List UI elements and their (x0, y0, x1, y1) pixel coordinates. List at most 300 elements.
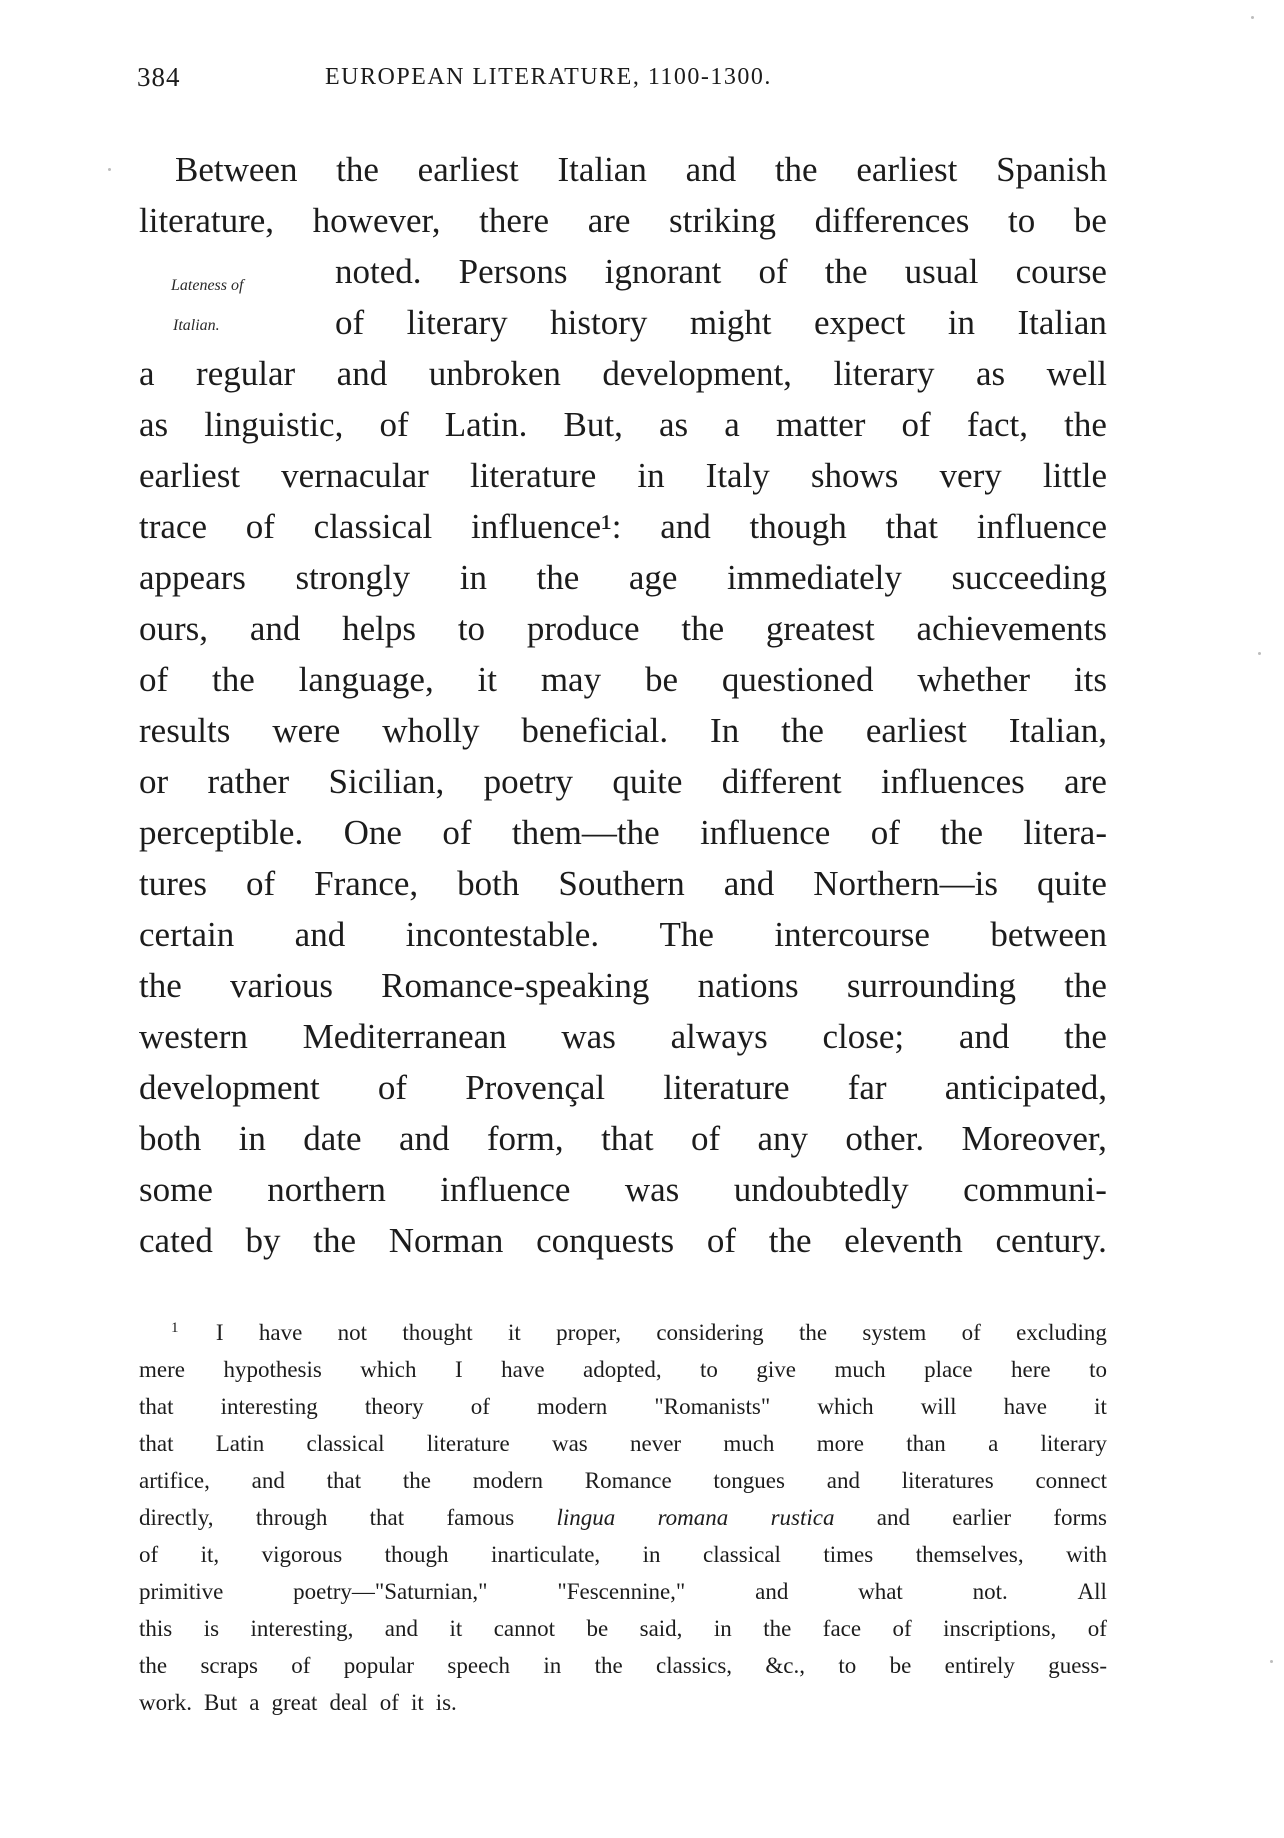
body-line (175, 150, 1107, 202)
word: strongly (295, 558, 411, 597)
word: of (892, 1616, 912, 1641)
word: classical (313, 507, 433, 546)
word: rather (207, 762, 290, 801)
word: Italian (557, 150, 647, 189)
word: thought (402, 1320, 473, 1345)
word: and (249, 609, 301, 648)
word: system (862, 1320, 927, 1345)
word: western (139, 1017, 248, 1056)
footnote-line (139, 1431, 1107, 1467)
word: of (246, 864, 276, 903)
word: and (723, 864, 775, 903)
body-line (139, 354, 1107, 406)
word: considering (656, 1320, 764, 1345)
word: it (507, 1320, 521, 1345)
word: influences (880, 762, 1025, 801)
word: it (477, 660, 497, 699)
word: other. (845, 1119, 925, 1158)
body-line (139, 507, 1107, 559)
word: may (540, 660, 602, 699)
word: "Fescennine," (557, 1579, 686, 1604)
word: France, (314, 864, 419, 903)
word: Italian, (1008, 711, 1107, 750)
word: are (587, 201, 631, 240)
word: northern (267, 1170, 386, 1209)
word: themselves, (915, 1542, 1024, 1567)
word: hypothesis (223, 1357, 322, 1382)
word: or (139, 762, 169, 801)
word: much (834, 1357, 886, 1382)
word: and (958, 1017, 1010, 1056)
word: adopted, (583, 1357, 662, 1382)
word: to (457, 609, 486, 648)
footnote-line (139, 1542, 1107, 1578)
word: have (501, 1357, 545, 1382)
word: tongues (713, 1468, 785, 1493)
word: them—the (511, 813, 660, 852)
word: anticipated, (944, 1068, 1107, 1107)
word: the (336, 150, 379, 189)
word: in (637, 456, 665, 495)
word: and (336, 354, 388, 393)
word: of (335, 303, 365, 342)
word: the (594, 1653, 623, 1678)
word: achievements (916, 609, 1107, 648)
word: a (724, 405, 740, 444)
body-line (335, 252, 1107, 304)
word: eleventh (844, 1221, 963, 1260)
word: be (644, 660, 678, 699)
word: Latin (215, 1431, 265, 1456)
word: will (920, 1394, 957, 1419)
word: of (758, 252, 788, 291)
word: rustica (770, 1505, 835, 1530)
body-line (139, 864, 1107, 916)
body-line (139, 813, 1107, 865)
word: and (660, 507, 711, 546)
word: Mediterranean (302, 1017, 507, 1056)
word: cannot (493, 1616, 555, 1641)
word: as (139, 405, 169, 444)
word: language, (298, 660, 434, 699)
word: Latin. (444, 405, 528, 444)
word: quite (612, 762, 683, 801)
word: inarticulate, (490, 1542, 601, 1567)
body-line (139, 1221, 1107, 1273)
word: the (212, 660, 255, 699)
word: history (550, 303, 648, 342)
word: popular (343, 1653, 415, 1678)
body-line (139, 201, 1107, 253)
word: expect (814, 303, 906, 342)
word: quite (1036, 864, 1107, 903)
word: striking (669, 201, 776, 240)
word: All (1077, 1579, 1107, 1604)
body-line (139, 711, 1107, 763)
word: that (326, 1468, 362, 1493)
word: inscriptions, (943, 1616, 1057, 1641)
word: Romance (584, 1468, 672, 1493)
word: literary (1040, 1431, 1107, 1456)
word: classical (703, 1542, 781, 1567)
word: give (756, 1357, 797, 1382)
word: linguistic, (204, 405, 344, 444)
word: the (774, 150, 818, 189)
word: course (1015, 252, 1107, 291)
word: its (1073, 660, 1107, 699)
word: the (681, 609, 725, 648)
word: helps (342, 609, 417, 648)
word: place (924, 1357, 973, 1382)
word: cated (139, 1221, 213, 1260)
word: appears (139, 558, 246, 597)
word: to (838, 1653, 857, 1678)
paper-speck (108, 168, 111, 171)
word: usual (904, 252, 979, 291)
word: was (624, 1170, 680, 1209)
word: the (1064, 966, 1107, 1005)
word: matter (775, 405, 866, 444)
word: incontestable. (405, 915, 600, 954)
footnote-marker: 1 (171, 1320, 179, 1336)
word: as (976, 354, 1006, 393)
word: of (291, 1653, 311, 1678)
word: to (1008, 201, 1036, 240)
word: the (781, 711, 824, 750)
word: of (870, 813, 900, 852)
word: ours, (139, 609, 209, 648)
running-head: EUROPEAN LITERATURE, 1100-1300. (325, 64, 772, 90)
body-line (139, 1170, 1107, 1222)
word: shows (810, 456, 899, 495)
word: certain (139, 915, 235, 954)
body-line (139, 1119, 1107, 1171)
body-line (139, 609, 1107, 661)
paper-speck (1258, 652, 1261, 655)
word: of (1087, 1616, 1107, 1641)
footnote-line (139, 1653, 1107, 1689)
footnote-line (139, 1394, 1107, 1430)
word: that (139, 1431, 174, 1456)
word: entirely (944, 1653, 1015, 1678)
word: this (139, 1616, 173, 1641)
word: interesting, (250, 1616, 354, 1641)
word: it, (200, 1542, 220, 1567)
word: what (858, 1579, 903, 1604)
word: communi- (963, 1170, 1107, 1209)
word: intercourse (774, 915, 930, 954)
word: have (258, 1320, 303, 1345)
word: more (816, 1431, 864, 1456)
word: excluding (1016, 1320, 1107, 1345)
word: Romance-speaking (381, 966, 650, 1005)
body-line (139, 915, 1107, 967)
word: any (757, 1119, 809, 1158)
word: In (710, 711, 740, 750)
footnote-line (139, 1468, 1107, 1504)
body-line (139, 405, 1107, 457)
word: literature (663, 1068, 790, 1107)
word: Italian (1017, 303, 1107, 342)
word: to (1089, 1357, 1107, 1382)
word: primitive (139, 1579, 224, 1604)
word: earliest (417, 150, 519, 189)
footnote-line (171, 1320, 1107, 1356)
word: and (876, 1505, 910, 1530)
word: date (303, 1119, 362, 1158)
word: proper, (556, 1320, 621, 1345)
word: the (1064, 405, 1107, 444)
word: Spanish (996, 150, 1107, 189)
word: trace (139, 507, 207, 546)
word: modern (536, 1394, 608, 1419)
word: the (768, 1221, 812, 1260)
word: literature, (139, 201, 275, 240)
word: surrounding (846, 966, 1017, 1005)
word: I (215, 1320, 224, 1345)
word: the (313, 1221, 356, 1260)
word: in (713, 1616, 732, 1641)
word: which (360, 1357, 417, 1382)
word: noted. (335, 252, 422, 291)
word: various (229, 966, 333, 1005)
word: little (1042, 456, 1107, 495)
word: The (659, 915, 714, 954)
word: might (689, 303, 772, 342)
word: through (255, 1505, 328, 1530)
body-line (139, 762, 1107, 814)
word: connect (1035, 1468, 1107, 1493)
word: speech (447, 1653, 510, 1678)
word: the (798, 1320, 828, 1345)
word: literary (833, 354, 935, 393)
word: the (139, 1653, 168, 1678)
word: different (721, 762, 842, 801)
word: differences (814, 201, 970, 240)
word: litera- (1023, 813, 1107, 852)
word: succeeding (951, 558, 1107, 597)
word: beneficial. (521, 711, 669, 750)
word: directly, (139, 1505, 214, 1530)
word: a (988, 1431, 999, 1456)
word: of (901, 405, 931, 444)
word: nations (697, 966, 799, 1005)
word: forms (1053, 1505, 1107, 1530)
body-line (335, 303, 1107, 355)
body-line (139, 1017, 1107, 1069)
word: of (377, 1068, 408, 1107)
word: One (343, 813, 402, 852)
body-line (139, 456, 1107, 508)
word: it (449, 1616, 463, 1641)
word: fact, (966, 405, 1029, 444)
word: Southern (558, 864, 685, 903)
word: &c., (765, 1653, 805, 1678)
word: was (561, 1017, 616, 1056)
word: in (642, 1542, 661, 1567)
word: literature (426, 1431, 510, 1456)
word: and (685, 150, 737, 189)
word: lingua (556, 1505, 616, 1530)
word: and (398, 1119, 450, 1158)
word: But (204, 1690, 238, 1715)
word: always (670, 1017, 768, 1056)
word: Persons (458, 252, 568, 291)
word: is. (435, 1690, 457, 1715)
word: the (763, 1616, 792, 1641)
word: form, (486, 1119, 564, 1158)
word: and (384, 1616, 418, 1641)
word: have (1003, 1394, 1047, 1419)
word: Between (175, 150, 298, 189)
word: both (139, 1119, 202, 1158)
word: never (630, 1431, 682, 1456)
word: and (251, 1468, 285, 1493)
word: immediately (726, 558, 902, 597)
word: of (139, 1542, 159, 1567)
word: and (755, 1579, 789, 1604)
word: in (459, 558, 487, 597)
word: with (1066, 1542, 1107, 1567)
word: earliest (139, 456, 241, 495)
word: it (410, 1690, 424, 1715)
word: mere (139, 1357, 185, 1382)
word: wholly (382, 711, 480, 750)
word: be (1073, 201, 1107, 240)
word: vernacular (281, 456, 429, 495)
word: the (402, 1468, 431, 1493)
word: age (628, 558, 678, 597)
word: literature (469, 456, 597, 495)
word: produce (526, 609, 640, 648)
word: earliest (856, 150, 958, 189)
footnote-line (139, 1690, 457, 1726)
word: that (139, 1394, 174, 1419)
word: in (543, 1653, 562, 1678)
word: whether (917, 660, 1031, 699)
word: vigorous (261, 1542, 343, 1567)
word: modern (472, 1468, 544, 1493)
word: perceptible. (139, 813, 304, 852)
word: is (203, 1616, 220, 1641)
word: the (1064, 1017, 1107, 1056)
word: literatures (901, 1468, 994, 1493)
word: Moreover, (961, 1119, 1107, 1158)
word: which (817, 1394, 874, 1419)
word: Northern—is (813, 864, 998, 903)
word: ignorant (604, 252, 722, 291)
word: be (586, 1616, 609, 1641)
word: But, (563, 405, 623, 444)
word: Provençal (465, 1068, 606, 1107)
word: unbroken (428, 354, 561, 393)
word: here (1011, 1357, 1051, 1382)
word: the (139, 966, 182, 1005)
word: classics, (656, 1653, 733, 1678)
word: be (889, 1653, 912, 1678)
word: of (470, 1394, 490, 1419)
word: questioned (721, 660, 874, 699)
word: scraps (200, 1653, 258, 1678)
word: of (379, 1690, 399, 1715)
word: the (536, 558, 580, 597)
word: than (906, 1431, 946, 1456)
word: influence (976, 507, 1107, 546)
page-number: 384 (137, 62, 181, 92)
page-header (137, 62, 1097, 102)
word: and (826, 1468, 860, 1493)
paper-speck (1270, 1660, 1273, 1663)
word: undoubtedly (733, 1170, 909, 1209)
word: greatest (765, 609, 875, 648)
word: far (847, 1068, 887, 1107)
body-line (139, 558, 1107, 610)
word: earliest (865, 711, 967, 750)
word: poetry—"Saturnian," (293, 1579, 488, 1604)
word: guess- (1048, 1653, 1107, 1678)
word: there (479, 201, 550, 240)
word: very (939, 456, 1002, 495)
word: said, (639, 1616, 683, 1641)
word: Sicilian, (328, 762, 445, 801)
word: I (454, 1357, 463, 1382)
word: development, (602, 354, 792, 393)
word: that (369, 1505, 405, 1530)
margin-note (171, 266, 243, 346)
word: by (245, 1221, 281, 1260)
word: that (885, 507, 938, 546)
footnote-line (139, 1357, 1107, 1393)
word: influence¹: (471, 507, 622, 546)
word: theory (364, 1394, 424, 1419)
word: of (706, 1221, 737, 1260)
word: the (824, 252, 868, 291)
word: of (690, 1119, 721, 1158)
word: Italy (705, 456, 770, 495)
word: and (294, 915, 346, 954)
word: well (1046, 354, 1107, 393)
word: artifice, (139, 1468, 210, 1493)
word: were (272, 711, 341, 750)
word: however, (312, 201, 441, 240)
word: interesting (220, 1394, 318, 1419)
footnote-line (139, 1505, 1107, 1541)
body-line (139, 966, 1107, 1018)
word: great (271, 1690, 318, 1715)
word: influence (440, 1170, 571, 1209)
body-line (139, 660, 1107, 712)
footnote-line (139, 1579, 1107, 1615)
word: face (822, 1616, 862, 1641)
word: that (601, 1119, 654, 1158)
word: though (384, 1542, 449, 1567)
word: results (139, 711, 231, 750)
word: though (749, 507, 847, 546)
word: classical (306, 1431, 385, 1456)
word: it (1094, 1394, 1107, 1419)
word: earlier (952, 1505, 1012, 1530)
body-line (139, 1068, 1107, 1120)
word: "Romanists" (654, 1394, 771, 1419)
word: much (723, 1431, 775, 1456)
word: to (700, 1357, 718, 1382)
word: a (139, 354, 155, 393)
word: of (245, 507, 275, 546)
word: Norman (388, 1221, 504, 1260)
word: are (1064, 762, 1107, 801)
word: the (940, 813, 984, 852)
word: as (659, 405, 689, 444)
